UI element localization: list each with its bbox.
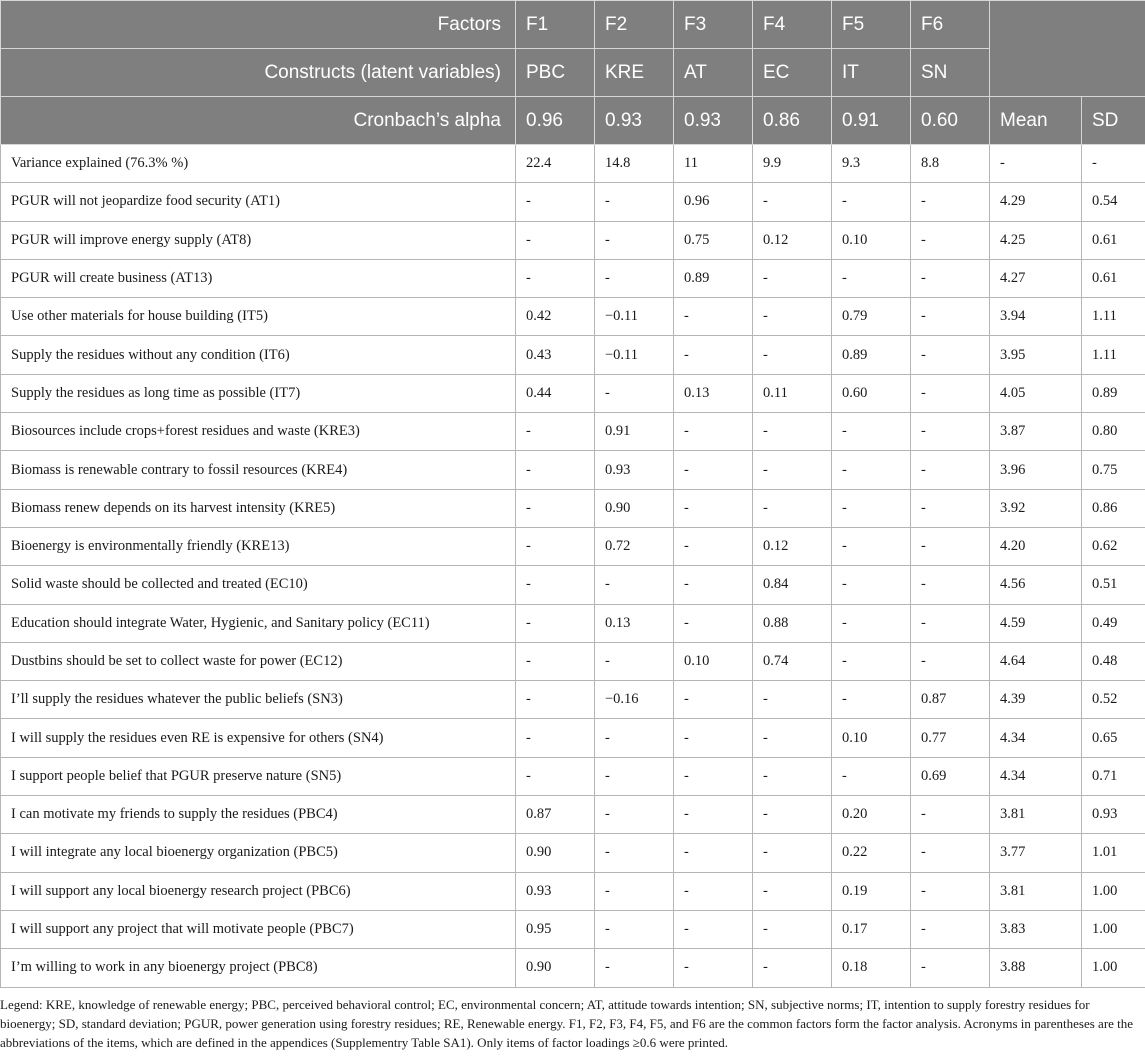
value-cell: -	[1082, 145, 1145, 183]
value-cell: -	[911, 489, 990, 527]
value-cell: 0.18	[832, 949, 911, 987]
value-cell: -	[753, 336, 832, 374]
header-pbc: PBC	[516, 49, 595, 97]
value-cell: -	[516, 489, 595, 527]
value-cell: 9.3	[832, 145, 911, 183]
item-label-cell: Biomass is renewable contrary to fossil resources (KRE4)	[1, 451, 516, 489]
value-cell: 4.25	[990, 221, 1082, 259]
value-cell: -	[595, 796, 674, 834]
header-alpha-f3: 0.93	[674, 97, 753, 145]
value-cell: 3.77	[990, 834, 1082, 872]
item-label-cell: I will support any local bioenergy research project (PBC6)	[1, 872, 516, 910]
table-legend: Legend: KRE, knowledge of renewable energy; PBC, perceived behavioral control; EC, environmental concern; AT, attitude towards intention; SN, subjective norms; IT, intention to supply forestry residues for bioenergy; SD, standard deviation; PGUR, power generation using forestry residues; RE, Renewable energy. F1, F2, F3, F4, F5, and F6 are the common factors form the factor analysis. Acronyms in parentheses are the abbreviations of the items, which are defined in the appendices (Supplementry Table SA1). Only items of factor loadings ≥0.6 were printed.	[0, 997, 1134, 1050]
value-cell: -	[911, 451, 990, 489]
value-cell: -	[911, 834, 990, 872]
value-cell: 0.93	[595, 451, 674, 489]
item-label-cell: Use other materials for house building (IT5)	[1, 298, 516, 336]
value-cell: -	[516, 527, 595, 565]
value-cell: -	[516, 259, 595, 297]
value-cell: -	[595, 259, 674, 297]
value-cell: 0.72	[595, 527, 674, 565]
item-label-cell: Solid waste should be collected and treated (EC10)	[1, 566, 516, 604]
item-label-cell: I will integrate any local bioenergy organization (PBC5)	[1, 834, 516, 872]
table-row	[1, 757, 1145, 795]
item-label-cell: PGUR will improve energy supply (AT8)	[1, 221, 516, 259]
value-cell: -	[674, 336, 753, 374]
value-cell: -	[674, 566, 753, 604]
item-label-cell: Supply the residues as long time as possible (IT7)	[1, 374, 516, 412]
value-cell: -	[595, 757, 674, 795]
value-cell: 0.43	[516, 336, 595, 374]
value-cell: -	[595, 910, 674, 948]
table-row	[1, 949, 1145, 987]
value-cell: -	[753, 259, 832, 297]
value-cell: 0.10	[832, 221, 911, 259]
value-cell: -	[516, 642, 595, 680]
value-cell: -	[753, 872, 832, 910]
table-row	[1, 489, 1145, 527]
value-cell: -	[674, 872, 753, 910]
value-cell: 9.9	[753, 145, 832, 183]
value-cell: 0.22	[832, 834, 911, 872]
value-cell: 0.69	[911, 757, 990, 795]
table-row	[1, 183, 1145, 221]
value-cell: 4.34	[990, 757, 1082, 795]
value-cell: -	[753, 681, 832, 719]
table-row	[1, 221, 1145, 259]
table-row	[1, 872, 1145, 910]
value-cell: 0.10	[832, 719, 911, 757]
value-cell: -	[674, 413, 753, 451]
value-cell: 3.96	[990, 451, 1082, 489]
value-cell: -	[832, 642, 911, 680]
table-row	[1, 527, 1145, 565]
item-label-cell: I will supply the residues even RE is expensive for others (SN4)	[1, 719, 516, 757]
value-cell: -	[911, 527, 990, 565]
value-cell: 0.42	[516, 298, 595, 336]
table-header	[1, 1, 1145, 145]
value-cell: 4.64	[990, 642, 1082, 680]
value-cell: 0.71	[1082, 757, 1145, 795]
item-label-cell: I can motivate my friends to supply the residues (PBC4)	[1, 796, 516, 834]
header-sd: SD	[1082, 97, 1145, 145]
table-row	[1, 910, 1145, 948]
value-cell: 0.48	[1082, 642, 1145, 680]
value-cell: -	[674, 298, 753, 336]
table-row	[1, 374, 1145, 412]
value-cell: 3.88	[990, 949, 1082, 987]
value-cell: 0.91	[595, 413, 674, 451]
value-cell: 0.90	[516, 949, 595, 987]
header-it: IT	[832, 49, 911, 97]
value-cell: -	[753, 489, 832, 527]
header-blank-cell	[990, 1, 1145, 97]
value-cell: -	[832, 527, 911, 565]
header-sn: SN	[911, 49, 990, 97]
value-cell: 3.92	[990, 489, 1082, 527]
value-cell: 14.8	[595, 145, 674, 183]
value-cell: 0.60	[832, 374, 911, 412]
value-cell: -	[911, 642, 990, 680]
table-row	[1, 796, 1145, 834]
header-kre: KRE	[595, 49, 674, 97]
table-row	[1, 566, 1145, 604]
value-cell: 0.17	[832, 910, 911, 948]
header-factors-label: Factors	[1, 1, 516, 49]
item-label-cell: I support people belief that PGUR preserve nature (SN5)	[1, 757, 516, 795]
value-cell: 0.12	[753, 221, 832, 259]
header-alpha-f5: 0.91	[832, 97, 911, 145]
value-cell: 1.00	[1082, 949, 1145, 987]
value-cell: -	[832, 566, 911, 604]
value-cell: -	[674, 527, 753, 565]
value-cell: 0.88	[753, 604, 832, 642]
value-cell: -	[674, 796, 753, 834]
value-cell: -	[753, 796, 832, 834]
table-row	[1, 719, 1145, 757]
header-alpha-f6: 0.60	[911, 97, 990, 145]
value-cell: -	[832, 489, 911, 527]
value-cell: 0.13	[595, 604, 674, 642]
value-cell: 0.51	[1082, 566, 1145, 604]
item-label-cell: Variance explained (76.3% %)	[1, 145, 516, 183]
value-cell: 3.81	[990, 796, 1082, 834]
item-label-cell: Biosources include crops+forest residues and waste (KRE3)	[1, 413, 516, 451]
value-cell: -	[674, 681, 753, 719]
value-cell: 0.61	[1082, 221, 1145, 259]
value-cell: -	[911, 259, 990, 297]
header-alpha-f1: 0.96	[516, 97, 595, 145]
value-cell: -	[990, 145, 1082, 183]
value-cell: 1.00	[1082, 872, 1145, 910]
value-cell: -	[753, 413, 832, 451]
value-cell: 0.93	[1082, 796, 1145, 834]
value-cell: -	[832, 681, 911, 719]
value-cell: 11	[674, 145, 753, 183]
item-label-cell: I’ll supply the residues whatever the public beliefs (SN3)	[1, 681, 516, 719]
value-cell: 0.10	[674, 642, 753, 680]
header-alpha-f4: 0.86	[753, 97, 832, 145]
table-row	[1, 413, 1145, 451]
value-cell: -	[753, 949, 832, 987]
value-cell: -	[753, 719, 832, 757]
table-row	[1, 604, 1145, 642]
value-cell: 0.87	[516, 796, 595, 834]
value-cell: -	[832, 451, 911, 489]
table-body	[1, 145, 1145, 988]
item-label-cell: Bioenergy is environmentally friendly (KRE13)	[1, 527, 516, 565]
header-row-alpha	[1, 97, 1145, 145]
value-cell: 4.20	[990, 527, 1082, 565]
value-cell: -	[911, 336, 990, 374]
table-row	[1, 145, 1145, 183]
value-cell: 1.11	[1082, 336, 1145, 374]
value-cell: -	[832, 259, 911, 297]
table-row	[1, 451, 1145, 489]
value-cell: 3.94	[990, 298, 1082, 336]
table-row	[1, 834, 1145, 872]
item-label-cell: PGUR will create business (AT13)	[1, 259, 516, 297]
header-at: AT	[674, 49, 753, 97]
value-cell: 0.90	[516, 834, 595, 872]
table-row	[1, 681, 1145, 719]
header-row-constructs	[1, 49, 1145, 97]
value-cell: -	[595, 834, 674, 872]
value-cell: -	[753, 298, 832, 336]
value-cell: -	[516, 566, 595, 604]
value-cell: −0.16	[595, 681, 674, 719]
value-cell: 4.59	[990, 604, 1082, 642]
value-cell: -	[911, 374, 990, 412]
value-cell: 0.79	[832, 298, 911, 336]
value-cell: -	[911, 949, 990, 987]
value-cell: 4.39	[990, 681, 1082, 719]
value-cell: -	[516, 183, 595, 221]
value-cell: 0.65	[1082, 719, 1145, 757]
value-cell: -	[516, 604, 595, 642]
value-cell: -	[911, 796, 990, 834]
value-cell: -	[911, 604, 990, 642]
value-cell: 4.05	[990, 374, 1082, 412]
value-cell: -	[753, 757, 832, 795]
value-cell: -	[674, 489, 753, 527]
item-label-cell: I’m willing to work in any bioenergy project (PBC8)	[1, 949, 516, 987]
value-cell: 0.95	[516, 910, 595, 948]
value-cell: 4.27	[990, 259, 1082, 297]
table-row	[1, 642, 1145, 680]
value-cell: -	[516, 719, 595, 757]
value-cell: 0.49	[1082, 604, 1145, 642]
value-cell: 3.83	[990, 910, 1082, 948]
value-cell: -	[674, 949, 753, 987]
value-cell: -	[753, 910, 832, 948]
value-cell: −0.11	[595, 336, 674, 374]
value-cell: 0.84	[753, 566, 832, 604]
value-cell: 0.20	[832, 796, 911, 834]
value-cell: -	[674, 451, 753, 489]
item-label-cell: Biomass renew depends on its harvest intensity (KRE5)	[1, 489, 516, 527]
item-label-cell: PGUR will not jeopardize food security (AT1)	[1, 183, 516, 221]
value-cell: -	[595, 949, 674, 987]
value-cell: 0.86	[1082, 489, 1145, 527]
value-cell: -	[911, 413, 990, 451]
value-cell: 3.87	[990, 413, 1082, 451]
value-cell: 4.29	[990, 183, 1082, 221]
value-cell: 0.54	[1082, 183, 1145, 221]
value-cell: 0.89	[674, 259, 753, 297]
value-cell: 0.75	[1082, 451, 1145, 489]
item-label-cell: Supply the residues without any condition (IT6)	[1, 336, 516, 374]
value-cell: 0.90	[595, 489, 674, 527]
header-f1: F1	[516, 1, 595, 49]
item-label-cell: Education should integrate Water, Hygienic, and Sanitary policy (EC11)	[1, 604, 516, 642]
value-cell: 0.75	[674, 221, 753, 259]
value-cell: 3.81	[990, 872, 1082, 910]
table-row	[1, 259, 1145, 297]
value-cell: -	[753, 834, 832, 872]
value-cell: -	[832, 757, 911, 795]
table-row	[1, 336, 1145, 374]
value-cell: -	[832, 604, 911, 642]
value-cell: 0.13	[674, 374, 753, 412]
value-cell: 0.11	[753, 374, 832, 412]
value-cell: 0.89	[832, 336, 911, 374]
header-mean: Mean	[990, 97, 1082, 145]
value-cell: 8.8	[911, 145, 990, 183]
value-cell: -	[911, 221, 990, 259]
value-cell: 0.52	[1082, 681, 1145, 719]
value-cell: -	[595, 221, 674, 259]
value-cell: 4.34	[990, 719, 1082, 757]
value-cell: -	[674, 719, 753, 757]
value-cell: 22.4	[516, 145, 595, 183]
value-cell: -	[595, 374, 674, 412]
value-cell: 0.61	[1082, 259, 1145, 297]
value-cell: 4.56	[990, 566, 1082, 604]
value-cell: 0.19	[832, 872, 911, 910]
value-cell: 0.62	[1082, 527, 1145, 565]
value-cell: 0.12	[753, 527, 832, 565]
value-cell: -	[516, 451, 595, 489]
header-f5: F5	[832, 1, 911, 49]
value-cell: -	[911, 910, 990, 948]
header-f4: F4	[753, 1, 832, 49]
value-cell: -	[753, 451, 832, 489]
value-cell: -	[595, 566, 674, 604]
item-label-cell: I will support any project that will motivate people (PBC7)	[1, 910, 516, 948]
value-cell: -	[595, 872, 674, 910]
value-cell: 3.95	[990, 336, 1082, 374]
value-cell: -	[674, 910, 753, 948]
item-label-cell: Dustbins should be set to collect waste for power (EC12)	[1, 642, 516, 680]
value-cell: 0.80	[1082, 413, 1145, 451]
value-cell: -	[516, 757, 595, 795]
value-cell: -	[911, 183, 990, 221]
value-cell: 0.77	[911, 719, 990, 757]
table-row	[1, 298, 1145, 336]
value-cell: 1.01	[1082, 834, 1145, 872]
value-cell: -	[595, 719, 674, 757]
value-cell: -	[595, 642, 674, 680]
value-cell: -	[832, 183, 911, 221]
value-cell: 0.74	[753, 642, 832, 680]
value-cell: -	[911, 872, 990, 910]
header-f6: F6	[911, 1, 990, 49]
header-constructs-label: Constructs (latent variables)	[1, 49, 516, 97]
header-alpha-f2: 0.93	[595, 97, 674, 145]
value-cell: −0.11	[595, 298, 674, 336]
header-ec: EC	[753, 49, 832, 97]
value-cell: -	[674, 757, 753, 795]
value-cell: -	[674, 834, 753, 872]
value-cell: -	[832, 413, 911, 451]
value-cell: 1.00	[1082, 910, 1145, 948]
header-f3: F3	[674, 1, 753, 49]
value-cell: -	[911, 298, 990, 336]
value-cell: -	[753, 183, 832, 221]
value-cell: 0.96	[674, 183, 753, 221]
value-cell: -	[516, 221, 595, 259]
value-cell: -	[516, 681, 595, 719]
value-cell: 0.93	[516, 872, 595, 910]
header-f2: F2	[595, 1, 674, 49]
value-cell: -	[516, 413, 595, 451]
value-cell: 1.11	[1082, 298, 1145, 336]
value-cell: 0.89	[1082, 374, 1145, 412]
header-row-factors	[1, 1, 1145, 49]
value-cell: -	[674, 604, 753, 642]
header-alpha-label: Cronbach’s alpha	[1, 97, 516, 145]
value-cell: 0.87	[911, 681, 990, 719]
value-cell: -	[911, 566, 990, 604]
value-cell: 0.44	[516, 374, 595, 412]
value-cell: -	[595, 183, 674, 221]
